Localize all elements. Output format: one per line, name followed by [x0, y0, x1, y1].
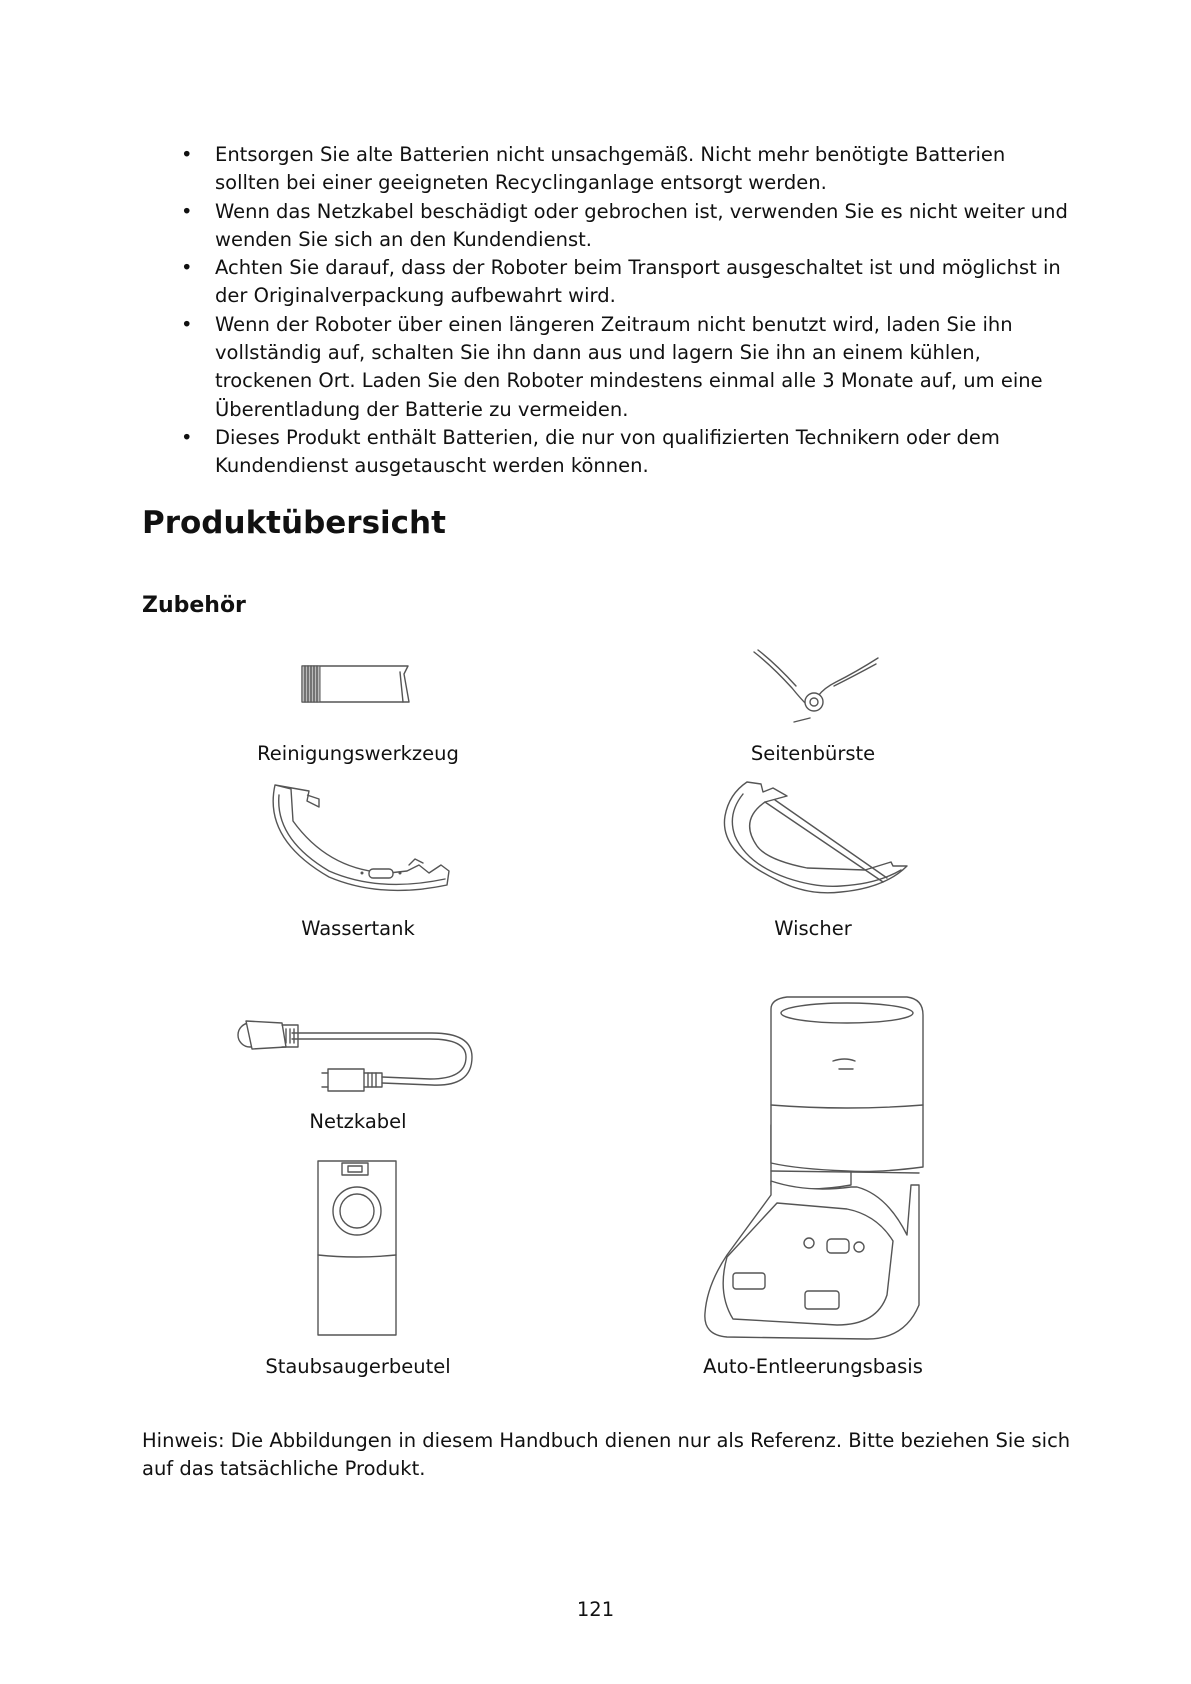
bullet-point: • [181, 143, 193, 166]
subsection-heading: Zubehör [142, 593, 246, 618]
side-brush-illustration [752, 648, 882, 723]
section-heading: Produktübersicht [142, 505, 446, 541]
bullet-text: Wenn der Roboter über einen längeren Zeitraum nicht benutzt wird, laden Sie ihn vollständig auf, schalten Sie ihn dann aus und lagern Sie ihn an einem kühlen, trockenen Ort. Laden Sie den Roboter mindestens einmal alle 3 Monate auf, um eine Überentladung der Batterie zu vermeiden. [215, 312, 1043, 421]
bullet-text: Achten Sie darauf, dass der Roboter beim Transport ausgeschaltet ist und möglichst in der Originalverpackung aufbewahrt wird. [215, 256, 1061, 308]
bullet-point: • [181, 199, 193, 223]
list-item [142, 198, 1072, 255]
mop-caption: Wischer [774, 917, 852, 940]
cleaning-tool-caption: Reinigungswerkzeug [257, 742, 459, 765]
bullet-point: • [181, 256, 193, 280]
cleaning-tool-illustration [300, 662, 412, 704]
dust-bag-caption: Staubsaugerbeutel [265, 1355, 451, 1378]
auto-empty-base-illustration [697, 995, 923, 1343]
mop-illustration [717, 780, 911, 896]
auto-empty-base-caption: Auto-Entleerungsbasis [703, 1355, 923, 1378]
list-item [142, 141, 1072, 198]
bullet-point: • [181, 425, 193, 449]
safety-bullet-list [142, 141, 1072, 481]
bullet-text: Wenn das Netzkabel beschädigt oder gebrochen ist, verwenden Sie es nicht weiter und wenden Sie sich an den Kundendienst. [215, 199, 1068, 251]
water-tank-caption: Wassertank [301, 917, 415, 940]
list-item [142, 311, 1072, 424]
side-brush-caption: Seitenbürste [750, 742, 876, 765]
reference-note: Hinweis: Die Abbildungen in diesem Handbuch dienen nur als Referenz. Bitte beziehen Sie sich auf das tatsächliche Produkt. [142, 1429, 1071, 1481]
dust-bag-illustration [316, 1159, 398, 1339]
power-cable-illustration [232, 1011, 477, 1093]
water-tank-illustration [269, 781, 451, 893]
bullet-text: Dieses Produkt enthält Batterien, die nur von qualifizierten Technikern oder dem Kundendienst ausgetauscht werden können. [215, 425, 1000, 478]
list-item [142, 424, 1072, 481]
power-cable-caption: Netzkabel [309, 1110, 407, 1133]
bullet-text: Entsorgen Sie alte Batterien nicht unsachgemäß. Nicht mehr benötigte Batterien sollten bei einer geeigneten Recyclinganlage entsorgt werden. [215, 143, 1006, 195]
bullet-point: • [181, 312, 193, 336]
list-item [142, 254, 1072, 311]
page-number: 121 [576, 1598, 615, 1621]
